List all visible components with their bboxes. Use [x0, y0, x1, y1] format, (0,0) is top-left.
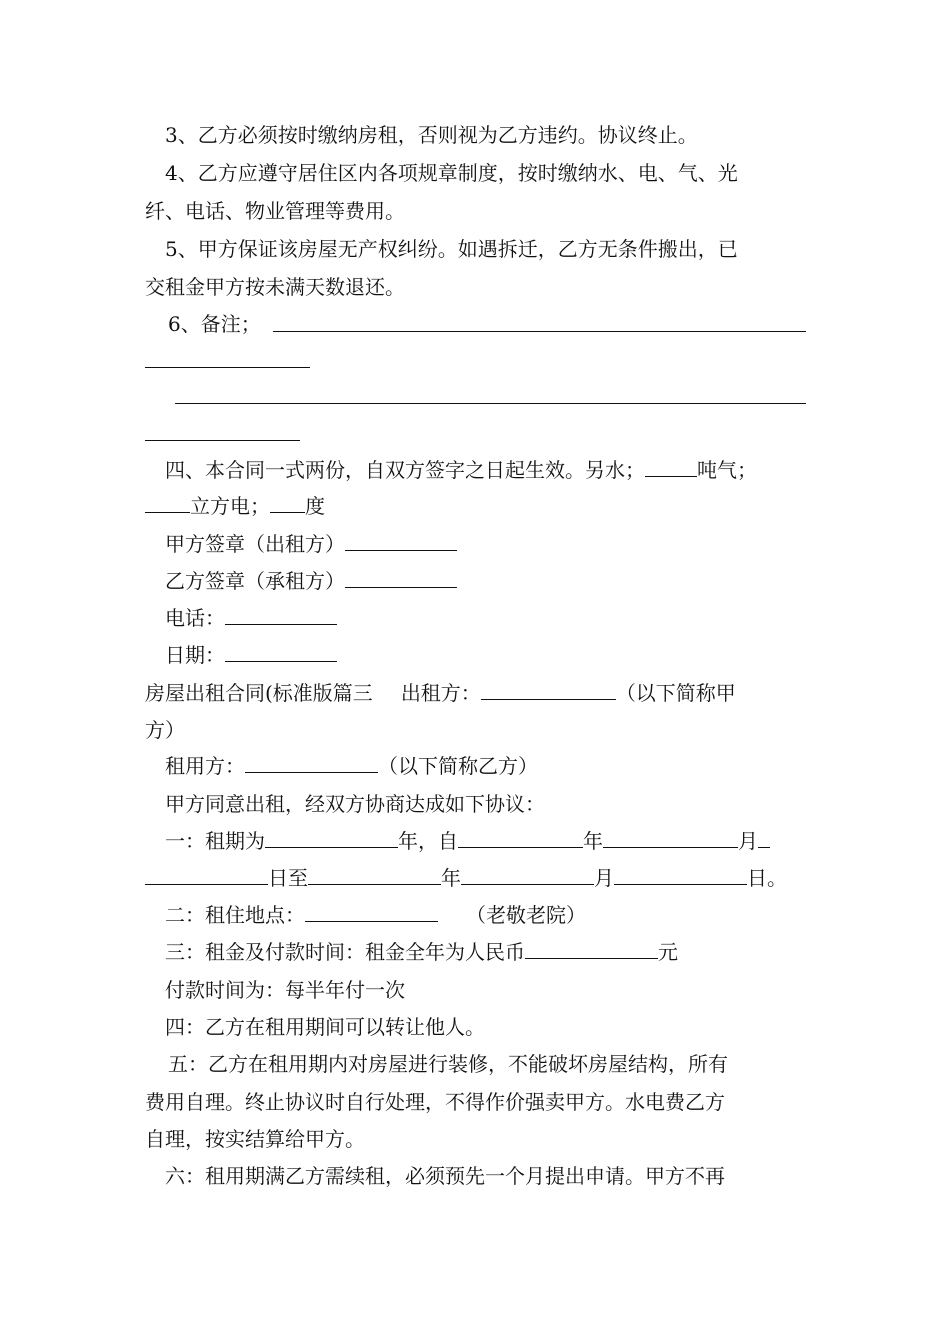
term-month-label: 月	[738, 829, 758, 853]
term-row-1	[165, 827, 770, 855]
clause-6-remarks-label: 6、备注；	[168, 312, 261, 336]
date-row	[165, 641, 337, 669]
renovation-clause-line-2: 费用自理。终止协议时自行处理，不得作价强卖甲方。水电费乙方	[145, 1090, 725, 1114]
term-end-year: 年	[441, 866, 461, 890]
clause-5-line-1: 5、甲方保证该房屋无产权纠纷。如遇拆迁，乙方无条件搬出，已	[165, 237, 738, 261]
lessee-label: 租用方：	[165, 754, 245, 778]
clause-3: 3、乙方必须按时缴纳房租，否则视为乙方违约。协议终止。	[165, 123, 698, 147]
clause-4-line-1: 4、乙方应遵守居住区内各项规章制度，按时缴纳水、电、气、光	[165, 161, 738, 185]
effect-clause-line-2	[145, 492, 325, 520]
remarks-blank-line-4[interactable]	[145, 440, 300, 441]
term-years-blank[interactable]	[265, 827, 398, 848]
phone-blank[interactable]	[225, 604, 337, 625]
electricity-amount-blank[interactable]	[270, 492, 305, 513]
renewal-clause-line-1: 六：租用期满乙方需续租，必须预先一个月提出申请。甲方不再	[165, 1164, 725, 1188]
term-end-day: 日。	[747, 866, 787, 890]
end-month-blank[interactable]	[461, 864, 594, 885]
term-day-to: 日至	[268, 866, 308, 890]
effect-clause-line-1	[165, 456, 757, 484]
date-blank[interactable]	[225, 641, 337, 662]
agreement-intro: 甲方同意出租，经双方协商达成如下协议：	[165, 792, 545, 816]
rent-label: 三：租金及付款时间：租金全年为人民币	[165, 940, 525, 964]
sublet-clause: 四：乙方在租用期间可以转让他人。	[165, 1015, 485, 1039]
lessor-note: （以下简称甲	[615, 681, 736, 705]
lessee-name-blank[interactable]	[245, 752, 378, 773]
party-a-signature-blank[interactable]	[345, 530, 457, 551]
end-year-blank[interactable]	[308, 864, 441, 885]
address-blank[interactable]	[305, 901, 438, 922]
effect-clause-text: 四、本合同一式两份，自双方签字之日起生效。另水；	[165, 458, 645, 482]
lessor-note-continued: 方）	[145, 718, 185, 742]
payment-time: 付款时间为：每半年付一次	[165, 978, 405, 1002]
start-year-blank[interactable]	[458, 827, 583, 848]
start-day-blank[interactable]	[145, 864, 268, 885]
start-day-blank-part[interactable]	[758, 827, 770, 848]
address-row	[165, 901, 586, 929]
term-row-2	[145, 864, 787, 892]
phone-label: 电话：	[165, 606, 225, 630]
address-label: 二：租住地点：	[165, 903, 305, 927]
clause-5-line-2: 交租金甲方按未满天数退还。	[145, 275, 405, 299]
rent-row	[165, 938, 678, 966]
term-year-label: 年	[583, 829, 603, 853]
address-note: （老敬老院）	[466, 903, 586, 927]
gas-amount-blank[interactable]	[145, 492, 190, 513]
gas-unit: 立方电；	[190, 494, 270, 518]
lessee-note: （以下简称乙方）	[378, 754, 538, 778]
rent-unit: 元	[658, 940, 678, 964]
party-a-signature-row	[165, 530, 457, 558]
phone-row	[165, 604, 337, 632]
party-b-signature-label: 乙方签章（承租方）	[165, 569, 345, 593]
lessor-label: 出租方：	[400, 681, 481, 705]
remarks-blank-line-1[interactable]	[273, 331, 806, 332]
rent-amount-blank[interactable]	[525, 938, 658, 959]
water-unit: 吨气；	[697, 458, 757, 482]
clause-4-line-2: 纤、电话、物业管理等费用。	[145, 199, 405, 223]
remarks-blank-line-3[interactable]	[175, 403, 806, 404]
renovation-clause-line-3: 自理，按实结算给甲方。	[145, 1127, 365, 1151]
contract-3-heading-row	[145, 679, 736, 707]
term-year-from: 年，自	[398, 829, 458, 853]
electricity-unit: 度	[305, 494, 325, 518]
party-b-signature-blank[interactable]	[345, 567, 457, 588]
lessor-name-blank[interactable]	[481, 679, 616, 700]
renovation-clause-line-1: 五：乙方在租用期内对房屋进行装修，不能破坏房屋结构，所有	[168, 1052, 728, 1076]
start-month-blank[interactable]	[603, 827, 738, 848]
term-end-month: 月	[594, 866, 614, 890]
date-label: 日期：	[165, 643, 225, 667]
remarks-blank-line-2[interactable]	[145, 367, 310, 368]
end-day-blank[interactable]	[614, 864, 747, 885]
party-b-signature-row	[165, 567, 457, 595]
party-a-signature-label: 甲方签章（出租方）	[165, 532, 345, 556]
term-label: 一：租期为	[165, 829, 265, 853]
lessee-row	[165, 752, 538, 780]
water-amount-blank[interactable]	[645, 456, 697, 477]
contract-3-title: 房屋出租合同(标准版篇三	[145, 681, 373, 705]
